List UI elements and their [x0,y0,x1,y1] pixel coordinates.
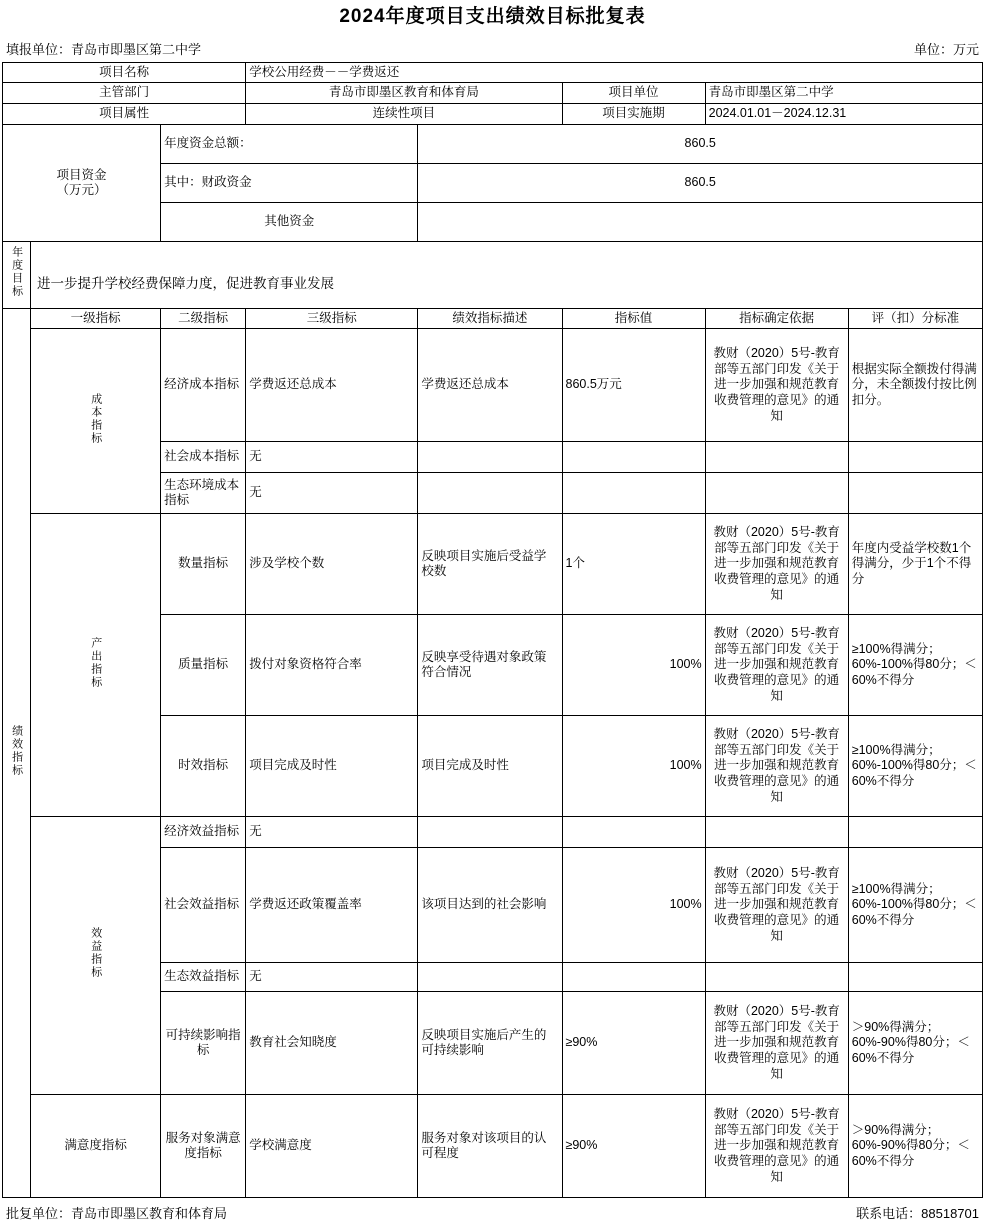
cell-basis: 教财（2020）5号-教育部等五部门印发《关于进一步加强和规范教育收费管理的意见》的通知 [705,716,848,817]
attribute-value: 连续性项目 [246,104,562,125]
approver-value: 青岛市即墨区教育和体育局 [71,1206,228,1222]
table-row [3,1095,983,1198]
cell-level3: 涉及学校个数 [246,514,418,615]
funds-label-line2: （万元） [56,182,107,197]
filler-unit [6,39,201,58]
performance-target-table [2,62,983,1199]
page-title: 2024年度项目支出绩效目标批复表 [339,6,646,27]
cell-value [562,963,705,992]
table-row-perf-header [3,308,983,329]
cell-score: ≥100%得满分；60%-100%得80分；＜60%不得分 [848,848,982,963]
cell-score: 根据实际全额拨付得满分，未全额拨付按比例扣分。 [848,329,982,442]
funds-fiscal-label: 其中：财政资金 [161,163,418,202]
group-label-output: 产出指标 [31,514,161,817]
cell-basis [705,817,848,848]
header-level2: 二级指标 [161,308,246,329]
cell-level3: 无 [246,442,418,473]
cell-level3: 无 [246,817,418,848]
cell-value [562,817,705,848]
cell-level3: 学费返还总成本 [246,329,418,442]
cell-description: 学费返还总成本 [418,329,562,442]
cell-level2: 经济效益指标 [161,817,246,848]
approver [6,1203,227,1222]
cell-description: 反映项目实施后受益学校数 [418,514,562,615]
period-label: 项目实施期 [562,104,705,125]
cell-basis: 教财（2020）5号-教育部等五部门印发《关于进一步加强和规范教育收费管理的意见》的通知 [705,329,848,442]
cell-score [848,817,982,848]
filler-value: 青岛市即墨区第二中学 [71,41,202,57]
table-row [3,817,983,848]
header-basis: 指标确定依据 [705,308,848,329]
contact-phone [856,1203,979,1222]
cell-description: 项目完成及时性 [418,716,562,817]
cell-score: ≥100%得满分；60%-100%得80分；＜60%不得分 [848,615,982,716]
cell-level2: 可持续影响指标 [161,992,246,1095]
cell-level3: 无 [246,473,418,514]
table-row-annual-goal [3,241,983,308]
cell-level2: 质量指标 [161,615,246,716]
cell-basis: 教财（2020）5号-教育部等五部门印发《关于进一步加强和规范教育收费管理的意见》的通知 [705,1095,848,1198]
funds-label-line1: 项目资金 [56,167,107,182]
cell-value: 100% [562,716,705,817]
group-label-satisfaction: 满意度指标 [31,1095,161,1198]
cell-level2: 生态环境成本指标 [161,473,246,514]
phone-value: 88518701 [921,1206,979,1222]
cell-basis [705,473,848,514]
cell-description [418,442,562,473]
cell-level2: 经济成本指标 [161,329,246,442]
cell-description: 反映项目实施后产生的可持续影响 [418,992,562,1095]
funds-fiscal-value: 860.5 [418,163,983,202]
cell-level3: 项目完成及时性 [246,716,418,817]
footer-line [2,1198,983,1222]
cell-basis [705,963,848,992]
funds-other-label: 其他资金 [161,202,418,241]
cell-score: ＞90%得满分；60%-90%得80分；＜60%不得分 [848,1095,982,1198]
filler-label: 填报单位： [6,41,72,57]
funds-other-value [418,202,983,241]
project-name-value: 学校公用经费－－学费返还 [246,62,983,83]
cell-level3: 学费返还政策覆盖率 [246,848,418,963]
header-level1: 一级指标 [31,308,161,329]
cell-level2: 数量指标 [161,514,246,615]
project-name-label: 项目名称 [3,62,246,83]
cell-level2: 社会效益指标 [161,848,246,963]
cell-value: ≥90% [562,992,705,1095]
amount-unit-label: 单位：万元 [913,41,979,57]
cell-value: ≥90% [562,1095,705,1198]
cell-description: 反映享受待遇对象政策符合情况 [418,615,562,716]
group-label-cost: 成本指标 [31,329,161,514]
header-value: 指标值 [562,308,705,329]
cell-level2: 服务对象满意度指标 [161,1095,246,1198]
cell-description [418,963,562,992]
unit-label: 项目单位 [562,83,705,104]
table-row [3,329,983,442]
cell-level3: 教育社会知晓度 [246,992,418,1095]
cell-basis [705,442,848,473]
cell-level2: 社会成本指标 [161,442,246,473]
cell-score [848,442,982,473]
funds-total-label: 年度资金总额： [161,124,418,163]
cell-value: 860.5万元 [562,329,705,442]
cell-basis: 教财（2020）5号-教育部等五部门印发《关于进一步加强和规范教育收费管理的意见》的通知 [705,848,848,963]
cell-basis: 教财（2020）5号-教育部等五部门印发《关于进一步加强和规范教育收费管理的意见》的通知 [705,514,848,615]
attribute-label: 项目属性 [3,104,246,125]
cell-value: 100% [562,615,705,716]
table-row [3,514,983,615]
header-score: 评（扣）分标准 [848,308,982,329]
header-level3: 三级指标 [246,308,418,329]
cell-description: 该项目达到的社会影响 [418,848,562,963]
cell-value [562,442,705,473]
dept-value: 青岛市即墨区教育和体育局 [246,83,562,104]
table-row-funds-total [3,124,983,163]
period-value: 2024.01.01－2024.12.31 [705,104,982,125]
funds-label [3,124,161,241]
cell-description: 服务对象对该项目的认可程度 [418,1095,562,1198]
cell-value: 100% [562,848,705,963]
cell-basis: 教财（2020）5号-教育部等五部门印发《关于进一步加强和规范教育收费管理的意见》的通知 [705,992,848,1095]
unit-value: 青岛市即墨区第二中学 [705,83,982,104]
cell-value: 1个 [562,514,705,615]
cell-basis: 教财（2020）5号-教育部等五部门印发《关于进一步加强和规范教育收费管理的意见》的通知 [705,615,848,716]
cell-level3: 无 [246,963,418,992]
cell-value [562,473,705,514]
cell-score: ≥100%得满分；60%-100%得80分；＜60%不得分 [848,716,982,817]
group-label-benefit: 效益指标 [31,817,161,1095]
perf-side-label: 绩效指标 [3,308,31,1198]
cell-score: 年度内受益学校数1个得满分，少于1个不得分 [848,514,982,615]
dept-label: 主管部门 [3,83,246,104]
cell-description [418,817,562,848]
cell-level2: 时效指标 [161,716,246,817]
table-row-dept [3,83,983,104]
cell-score [848,473,982,514]
table-row-project-name [3,62,983,83]
cell-score: ＞90%得满分；60%-90%得80分；＜60%不得分 [848,992,982,1095]
approver-label: 批复单位： [6,1206,72,1222]
table-row-attribute [3,104,983,125]
header-line [2,36,983,62]
phone-label: 联系电话： [856,1206,922,1222]
annual-goal-text: 进一步提升学校经费保障力度，促进教育事业发展 [31,241,983,308]
annual-goal-label: 年度目标 [3,241,31,308]
cell-level2: 生态效益指标 [161,963,246,992]
cell-score [848,963,982,992]
cell-level3: 学校满意度 [246,1095,418,1198]
funds-total-value: 860.5 [418,124,983,163]
cell-description [418,473,562,514]
cell-level3: 拨付对象资格符合率 [246,615,418,716]
header-description: 绩效指标描述 [418,308,562,329]
